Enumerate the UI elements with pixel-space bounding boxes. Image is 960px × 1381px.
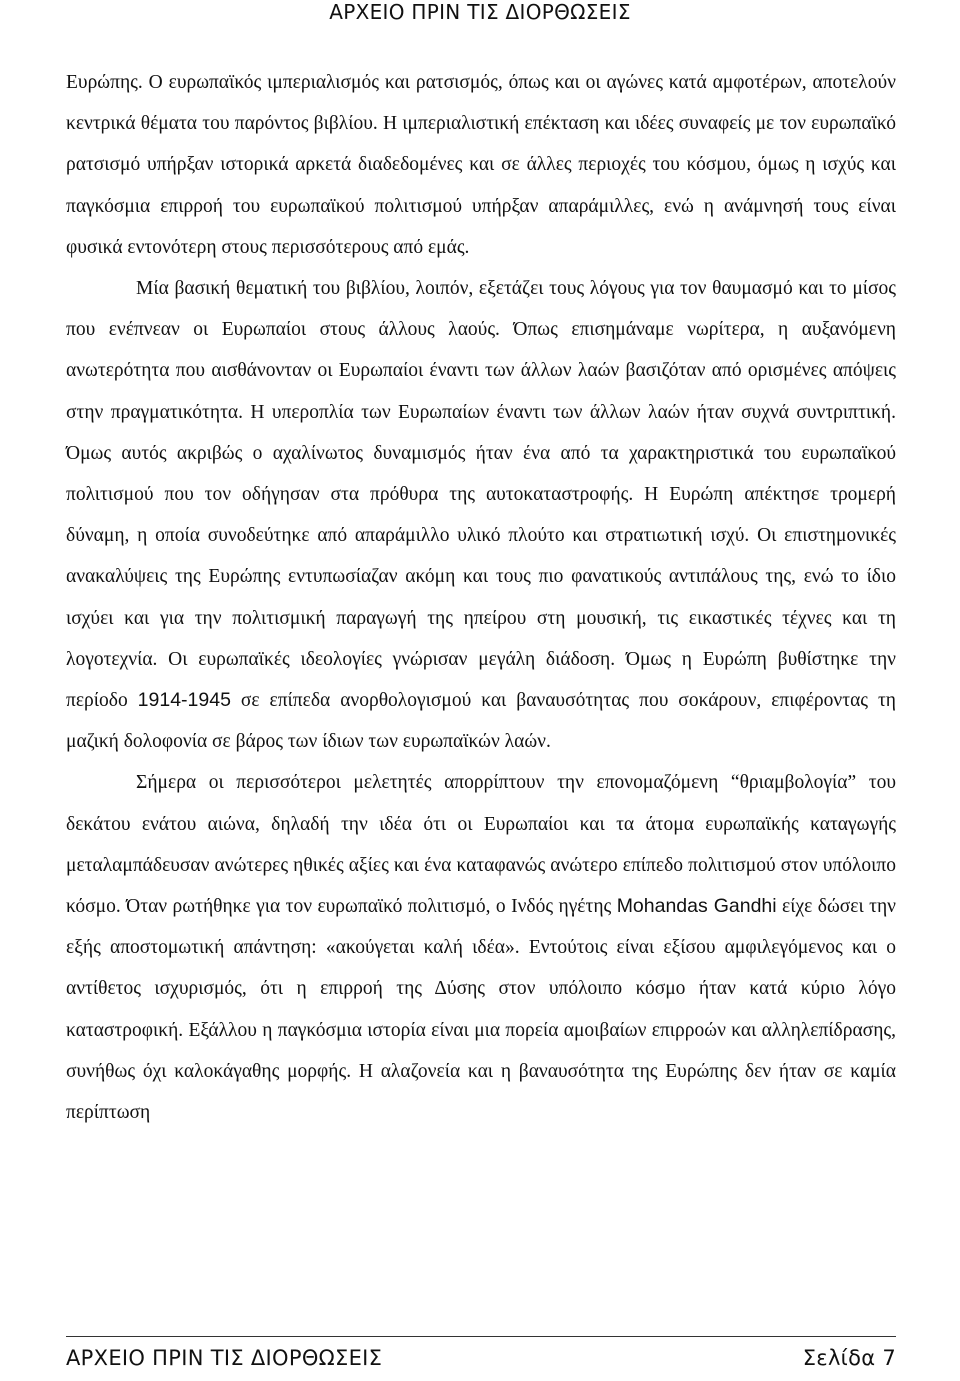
paragraph-3-text-b: είχε δώσει την εξής αποστομωτική απάντηση: «ακούγεται καλή ιδέα». Εντούτοις είναι εξίσου αμφιλεγόμενος και ο αντίθετος ισχυρισμός, ότι η επιρροή της Δύσης στον υπόλοιπο κόσμο ήταν κατά κύριο λόγο καταστροφική. Εξάλλου η παγκόσμια ιστορία είναι μια πορεία αμοιβαίων επιρροών και αλληλεπίδρασης, συνήθως όχι καλοκάγαθης μορφής. Η αλαζονεία και η βαναυσότητα της Ευρώπης δεν ήταν σε καμία περίπτωση bbox=[66, 896, 897, 1124]
page-footer bbox=[66, 1336, 896, 1373]
paragraph-3 bbox=[66, 762, 896, 1133]
gandhi-name: Mohandas Gandhi bbox=[616, 895, 777, 918]
paragraph-3-text-a: Σήμερα οι περισσότεροι μελετητές απορρίπτουν την επονομαζόμενη “θριαμβολογία” του δεκάτου ενάτου αιώνα, δηλαδή την ιδέα ότι οι Ευρωπαίοι και τα άτομα ευρωπαϊκής καταγωγής μεταλαμπάδευσαν ανώτερες ηθικές αξίες και ένα καταφανώς ανώτερο επίπεδο πολιτισμού στον υπόλοιπο κόσμο. Όταν ρωτήθηκε για τον ευρωπαϊκό πολιτισμό, ο Ινδός ηγέτης bbox=[66, 772, 896, 918]
page-header bbox=[0, 0, 960, 24]
paragraph-2-text-a: Μία βασική θεματική του βιβλίου, λοιπόν, εξετάζει τους λόγους για τον θαυμασμό και το μίσος που ενέπνεαν οι Ευρωπαίοι στους άλλους λαούς. Όπως επισημάναμε νωρίτερα, η αυξανόμενη ανωτερότητα που αισθάνονταν οι Ευρωπαίοι έναντι των άλλων λαών βασιζόταν από ορισμένες απόψεις στην πραγματικότητα. Η υπεροπλία των Ευρωπαίων έναντι των άλλων λαών ήταν συχνά συντριπτική. Όμως αυτός ακριβώς ο αχαλίνωτος δυναμισμός ήταν ένα από τα χαρακτηριστικά του ευρωπαϊκού πολιτισμού που τον οδήγησαν στα πρόθυρα της αυτοκαταστροφής. Η Ευρώπη απέκτησε τρομερή δύναμη, η οποία συνοδεύτηκε από απαράμιλλο υλικό πλούτο και στρατιωτική ισχύ. Οι επιστημονικές ανακαλύψεις της Ευρώπης εντυπωσίαζαν ακόμη και τους πιο φανατικούς αντιπάλους της, ενώ το ίδιο ισχύει και για την πολιτισμική παραγωγή της ηπείρου στη μουσική, τις εικαστικές τέχνες και τη λογοτεχνία. Οι ευρωπαϊκές ιδεολογίες γνώρισαν μεγάλη διάδοση. Όμως η Ευρώπη βυθίστηκε την περίοδο bbox=[66, 278, 896, 712]
header-title: ΑΡΧΕΙΟ ΠΡΙΝ ΤΙΣ ΔΙΟΡΘΩΣΕΙΣ bbox=[329, 0, 631, 24]
period-years: 1914-1945 bbox=[137, 689, 231, 712]
page-number: Σελίδα 7 bbox=[802, 1346, 896, 1370]
footer-title: ΑΡΧΕΙΟ ΠΡΙΝ ΤΙΣ ΔΙΟΡΘΩΣΕΙΣ bbox=[66, 1346, 383, 1370]
page-body bbox=[66, 62, 896, 1133]
paragraph-1-text: Ευρώπης. Ο ευρωπαϊκός ιμπεριαλισμός και ρατσισμός, όπως και οι αγώνες κατά αμφοτέρων, αποτελούν κεντρικά θέματα του παρόντος βιβλίου. Η ιμπεριαλιστική επέκταση και ιδέες συναφείς με τον ευρωπαϊκό ρατσισμό υπήρξαν ιστορικά αρκετά διαδεδομένες και σε άλλες περιοχές του κόσμου, όμως η ισχύς και παγκόσμια επιρροή του ευρωπαϊκού πολιτισμού υπήρξαν απαράμιλλες, ενώ η ανάμνησή τους είναι φυσικά εντονότερη στους περισσότερους από εμάς. bbox=[66, 72, 896, 258]
paragraph-2-text-b: σε επίπεδα ανορθολογισμού και βαναυσότητας που σοκάρουν, επιφέροντας τη μαζική δολοφονία σε βάρος των ίδιων των ευρωπαϊκών λαών. bbox=[66, 690, 896, 753]
paragraph-1 bbox=[66, 62, 896, 268]
paragraph-2 bbox=[66, 268, 896, 762]
